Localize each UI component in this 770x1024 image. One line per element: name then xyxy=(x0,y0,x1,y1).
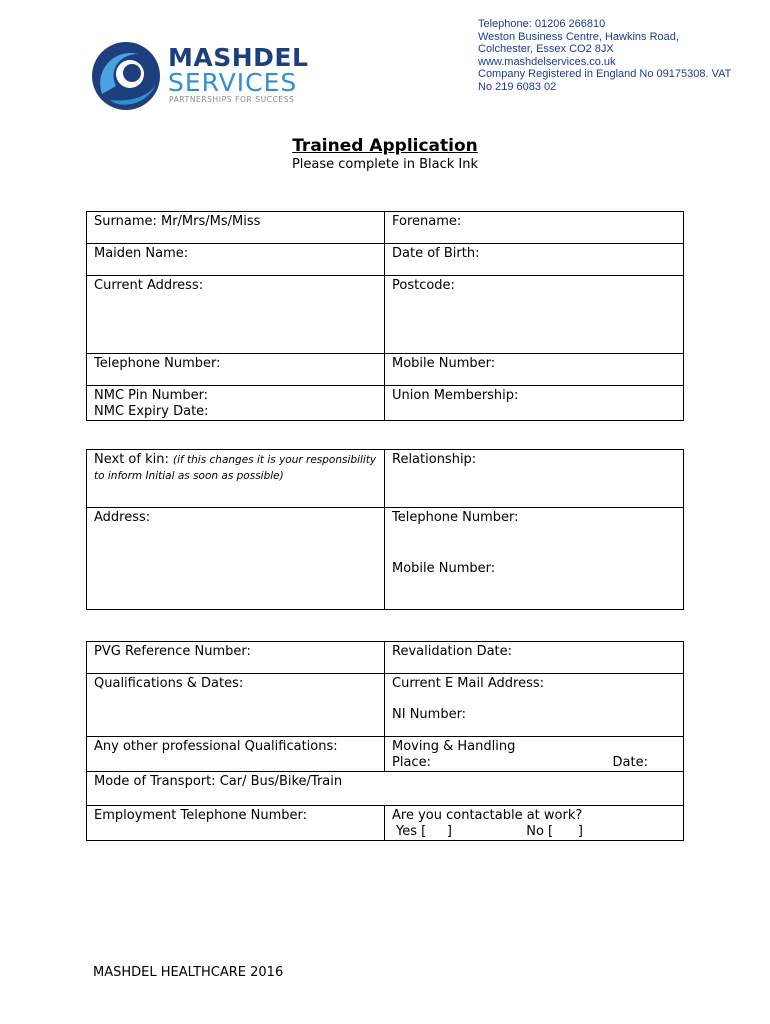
contactable-field xyxy=(385,806,684,841)
yes-checkbox[interactable]: Yes [ ] xyxy=(396,824,452,839)
personal-details-table xyxy=(86,211,684,421)
relationship-field[interactable] xyxy=(385,450,684,508)
mobile-field[interactable] xyxy=(385,354,684,386)
dob-field[interactable] xyxy=(385,244,684,276)
contact-details xyxy=(478,18,731,94)
email-ni-field[interactable] xyxy=(385,674,684,737)
ni-label: NI Number: xyxy=(392,707,467,722)
logo-text-services: SERVICES xyxy=(168,68,298,97)
kin-address-field[interactable] xyxy=(87,508,385,610)
logo-text-mashdel: MASHDEL xyxy=(168,43,309,72)
kin-address-label: Address: xyxy=(94,510,151,525)
kin-mobile-label: Mobile Number: xyxy=(392,561,496,576)
telephone-field[interactable] xyxy=(87,354,385,386)
logo-tagline: PARTNERSHIPS FOR SUCCESS xyxy=(169,95,295,104)
employment-tel-label: Employment Telephone Number: xyxy=(94,808,308,823)
union-label: Union Membership: xyxy=(392,388,519,403)
page-subtitle: Please complete in Black Ink xyxy=(291,157,479,172)
contact-registration: Company Registered in England No 09175308. VAT xyxy=(478,68,732,81)
telephone-label: Telephone Number: xyxy=(94,356,221,371)
revalidation-field[interactable] xyxy=(385,642,684,674)
next-of-kin-field[interactable] xyxy=(87,450,385,508)
transport-label: Mode of Transport: Car/ Bus/Bike/Train xyxy=(94,774,343,789)
forename-field[interactable] xyxy=(385,212,684,244)
forename-label: Forename: xyxy=(392,214,462,229)
page-title: Trained Application xyxy=(292,136,478,156)
moving-handling-label: Moving & Handling xyxy=(392,739,516,754)
moving-handling-field[interactable] xyxy=(385,737,684,772)
union-field[interactable] xyxy=(385,386,684,421)
postcode-field[interactable] xyxy=(385,276,684,354)
logo-swirl-icon xyxy=(92,40,164,112)
next-of-kin-table xyxy=(86,449,684,610)
company-logo xyxy=(92,40,322,110)
employment-tel-field[interactable] xyxy=(87,806,385,841)
qualifications-field[interactable] xyxy=(87,674,385,737)
other-quals-label: Any other professional Qualifications: xyxy=(94,739,338,754)
other-quals-field[interactable] xyxy=(87,737,385,772)
maiden-name-field[interactable] xyxy=(87,244,385,276)
transport-field[interactable] xyxy=(87,772,684,806)
email-label: Current E Mail Address: xyxy=(392,676,544,691)
nmc-expiry-label: NMC Expiry Date: xyxy=(94,404,209,419)
relationship-label: Relationship: xyxy=(392,452,477,467)
maiden-name-label: Maiden Name: xyxy=(94,246,189,261)
surname-field[interactable] xyxy=(87,212,385,244)
contactable-label: Are you contactable at work? xyxy=(392,808,583,823)
contact-telephone: Telephone: 01206 266810 xyxy=(478,18,606,30)
place-label: Place: xyxy=(392,755,431,770)
no-checkbox[interactable]: No [ ] xyxy=(526,824,583,839)
contact-vat: No 219 6083 02 xyxy=(478,80,557,93)
next-of-kin-label: Next of kin: xyxy=(94,452,169,467)
current-address-field[interactable] xyxy=(87,276,385,354)
next-of-kin-note: (if this changes it is your responsibility to inform Initial as soon as possible) xyxy=(94,454,377,482)
revalidation-label: Revalidation Date: xyxy=(392,644,513,659)
postcode-label: Postcode: xyxy=(392,278,455,293)
contact-address-line2: Colchester, Essex CO2 8JX xyxy=(478,43,614,56)
current-address-label: Current Address: xyxy=(94,278,204,293)
kin-phone-field[interactable] xyxy=(385,508,684,610)
date-label: Date: xyxy=(612,755,648,770)
professional-details-table xyxy=(86,641,684,841)
mobile-label: Mobile Number: xyxy=(392,356,496,371)
contact-website: www.mashdelservices.co.uk xyxy=(478,55,616,68)
page-footer: MASHDEL HEALTHCARE 2016 xyxy=(93,965,284,980)
nmc-pin-label: NMC Pin Number: xyxy=(94,388,209,403)
nmc-field[interactable] xyxy=(87,386,385,421)
pvg-field[interactable] xyxy=(87,642,385,674)
dob-label: Date of Birth: xyxy=(392,246,480,261)
contact-address-line1: Weston Business Centre, Hawkins Road, xyxy=(478,30,679,43)
surname-label: Surname: Mr/Mrs/Ms/Miss xyxy=(94,214,261,229)
qualifications-label: Qualifications & Dates: xyxy=(94,676,244,691)
pvg-label: PVG Reference Number: xyxy=(94,644,251,659)
kin-telephone-label: Telephone Number: xyxy=(392,510,519,525)
